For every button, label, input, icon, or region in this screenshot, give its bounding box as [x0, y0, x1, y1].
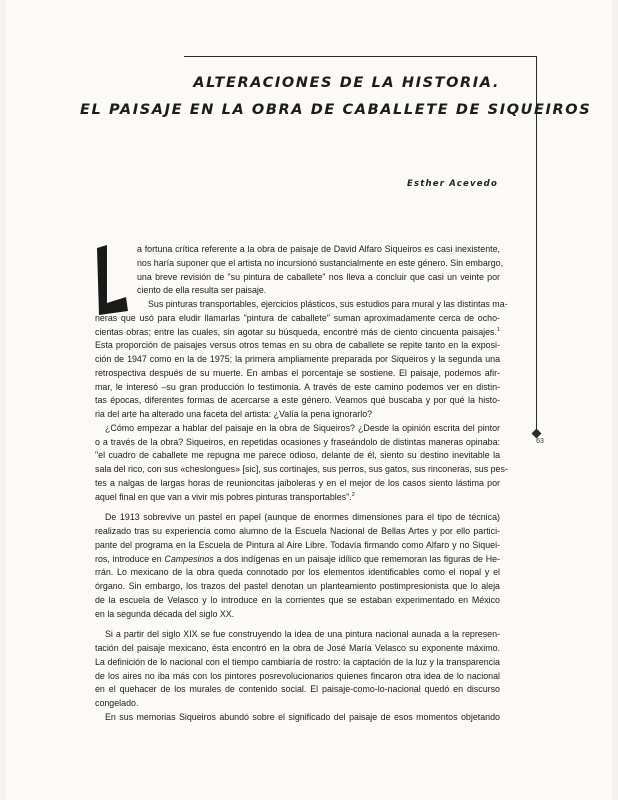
text-line: órgano. Sin embargo, los trazos del pastel denotan un planteamiento postimpresionista que lo aleja	[95, 581, 500, 591]
paragraph-gap	[95, 504, 500, 511]
title-line-1: ALTERACIONES DE LA HISTORIA.	[193, 75, 500, 91]
text-line: retrospectiva después de su muerte. En ambas el porcentaje se sostiene. El paisaje, podemos afir-	[95, 367, 500, 378]
paragraph-5	[95, 628, 500, 711]
text-line: tas épocas, diferentes formas de acercarse a este género. Veamos qué buscaba y por qué la histo-	[95, 395, 500, 406]
page-number: 63	[536, 438, 544, 445]
title-line-2: EL PAISAJE EN LA OBRA DE CABALLETE DE SIQUEIROS	[80, 102, 592, 118]
text-line: La definición de lo nacional con el tiempo cambiaría de rostro: la captación de la luz y la transparencia	[95, 656, 500, 667]
artwork-title: Campesinos	[164, 553, 214, 564]
text-line: en el quehacer de los murales de contenido social. El paisaje-como-lo-nacional quedó en discurso	[95, 684, 500, 695]
paragraph-6	[95, 711, 500, 725]
frame-top-rule	[184, 56, 537, 57]
footnote-mark: 1	[496, 326, 500, 333]
text-line: tación del paisaje mexicano, ésta encontró en la obra de José María Velasco su exponente máximo.	[95, 643, 500, 653]
text-line: ¿Cómo empezar a hablar del paisaje en la obra de Siqueiros? ¿Desde la opinión escrita del pintor	[105, 422, 500, 433]
text-line: ros, introduce en Campesinos a dos indígenas en un paisaje idílico que rememoran las figuras de He-	[95, 553, 501, 564]
paragraph-gap	[95, 621, 500, 628]
text-line: realizado tras su experiencia como alumno de la Escuela Nacional de Bellas Artes y por ello partici-	[95, 526, 500, 536]
text-line: neras que usó para eludir llamarlas "pintura de caballete" suman aproximadamente cerca de ocho-	[95, 312, 500, 323]
text-line: nos haría suponer que el artista no incursionó sustancialmente en este género. Sin embargo,	[137, 257, 504, 268]
article-title	[80, 70, 592, 124]
text-line: tes a nalgas de largas horas de reunioncitas jaiboleras y en el mejor de los casos siento lástima por	[95, 477, 500, 488]
paragraph-3	[95, 422, 508, 505]
text-line: a fortuna crítica referente a la obra de paisaje de David Alfaro Siqueiros es casi inexistente,	[137, 244, 500, 254]
paragraph-2	[95, 298, 508, 422]
text-line: sala del rico, con sus «cheslongues» [sic], sus cortinajes, sus perros, sus gatos, sus rinconeras, sus pes-	[95, 464, 508, 474]
text-line: o a través de la obra? Siqueiros, en repetidas ocasiones y fraseándolo de distintas maneras opinaba:	[95, 436, 500, 447]
text-line: Esta proporción de paisajes versus otros temas en su obra de caballete se repite tanto en la exposi-	[95, 340, 500, 351]
frame-marker	[532, 429, 542, 439]
text-line: en la segunda década del siglo XX.	[95, 608, 235, 619]
text-line: ciento de ella resulta ser paisaje.	[137, 285, 267, 296]
text-line: de la escuela de Velasco y lo introduce en la corrientes que se estaban experimentado en México	[95, 594, 500, 605]
text-line: En sus memorias Siqueiros abundó sobre el significado del paisaje de esos momentos objetando	[105, 711, 500, 722]
text-line: congelado.	[95, 698, 139, 708]
text-line: Sus pinturas transportables, ejercicios plásticos, sus estudios para mural y las distintas ma-	[148, 299, 508, 309]
paragraph-4	[95, 511, 500, 621]
text-line: aquel final en que van a vivir mis pobres pinturas transportables".$^2$	[95, 491, 355, 502]
text-line: "el cuadro de caballete me repugna me parece odioso, delante de él, siento su destino inevitable la	[95, 450, 500, 461]
paragraph-1	[95, 243, 504, 298]
text-line: De 1913 sobrevive un pastel en papel (aunque de enormes dimensiones para el tipo de técnica)	[105, 512, 500, 523]
article-body	[95, 243, 508, 725]
text-line: mar, le interesó –su gran producción lo testimonia. A través de este camino podemos ver en distin-	[95, 381, 500, 392]
text-line: una breve revisión de "su pintura de caballete" nos lleva a concluir que casi un veinte por	[137, 271, 500, 282]
text-line: ria del arte ha alterado una faceta del artista: ¿Valía la pena ignorarlo?	[95, 409, 373, 419]
text-line: pante del programa en la Escuela de Pintura al Aire Libre. Todavía firmando como Alfaro y no Siquei-	[95, 539, 500, 550]
text-line: de los aires no iba más con los pintores posrevolucionarios quienes fincaron otra idea de lo nacional	[95, 670, 500, 681]
text-line: Si a partir del siglo XIX se fue construyendo la idea de una pintura nacional aunada a la represen-	[105, 629, 500, 640]
text-line: cientas obras; entre las cuales, sin agotar su búsqueda, encontré más de ciento cincuenta paisajes.$^1$	[95, 326, 500, 337]
text-line: rrán. Lo mexicano de la obra queda connotado por los elementos identificables como el nopal y el	[95, 567, 500, 578]
text-line: ción de 1947 como en la de 1975; la primera ampliamente preparada por Siqueiros y la segunda una	[95, 354, 500, 364]
footnote-mark: 2	[351, 491, 355, 498]
author-name: Esther Acevedo	[406, 179, 498, 189]
